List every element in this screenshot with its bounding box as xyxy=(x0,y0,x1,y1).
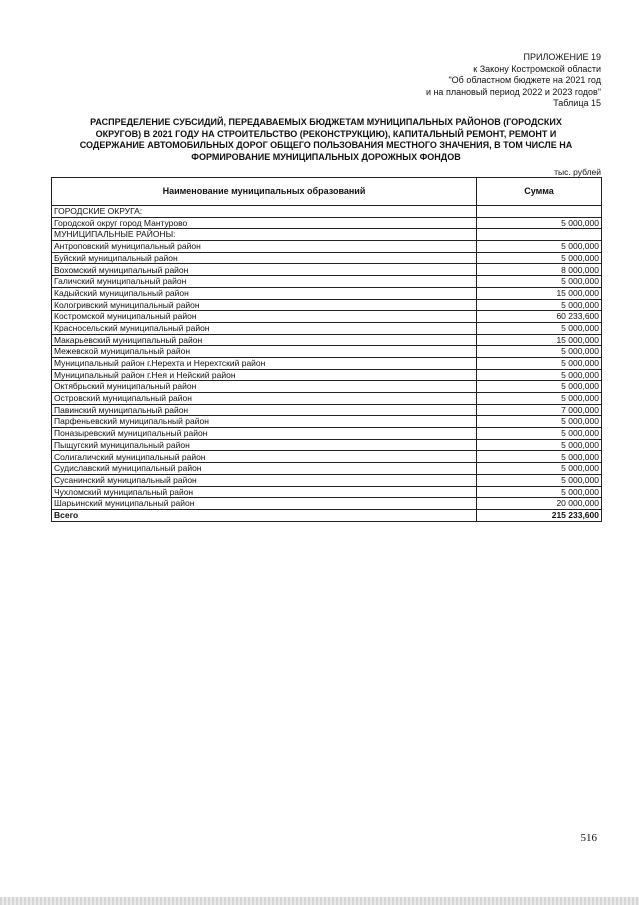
municipality-name: Вохомский муниципальный район xyxy=(52,264,477,276)
appendix-law-ref: к Закону Костромской области xyxy=(473,63,601,74)
table-row xyxy=(52,252,602,264)
municipality-name: Солигаличский муниципальный район xyxy=(52,451,477,463)
subsidy-amount: 5 000,000 xyxy=(477,276,602,288)
units-label: тыс. рублей xyxy=(554,167,601,177)
table-row xyxy=(52,287,602,299)
document-title xyxy=(52,117,600,163)
table-row xyxy=(52,299,602,311)
title-line: СОДЕРЖАНИЕ АВТОМОБИЛЬНЫХ ДОРОГ ОБЩЕГО ПОЛЬЗОВАНИЯ МЕСТНОГО ЗНАЧЕНИЯ, В ТОМ ЧИСЛЕ НА xyxy=(79,140,573,150)
table-row xyxy=(52,451,602,463)
table-body xyxy=(52,206,602,522)
subsidy-amount: 5 000,000 xyxy=(477,322,602,334)
subsidy-amount: 5 000,000 xyxy=(477,416,602,428)
municipality-name: Павинский муниципальный район xyxy=(52,404,477,416)
municipality-name: Октябрьский муниципальный район xyxy=(52,381,477,393)
title-line: РАСПРЕДЕЛЕНИЕ СУБСИДИЙ, ПЕРЕДАВАЕМЫХ БЮДЖЕТАМ МУНИЦИПАЛЬНЫХ РАЙОНОВ (ГОРОДСКИХ xyxy=(90,117,562,127)
table-row xyxy=(52,369,602,381)
subsidy-amount: 15 000,000 xyxy=(477,334,602,346)
municipality-name: Буйский муниципальный район xyxy=(52,252,477,264)
subsidy-amount: 5 000,000 xyxy=(477,474,602,486)
municipality-name: Антроповский муниципальный район xyxy=(52,241,477,253)
subsidy-amount: 5 000,000 xyxy=(477,357,602,369)
municipality-name: Поназыревский муниципальный район xyxy=(52,428,477,440)
subsidy-amount xyxy=(477,229,602,241)
table-row xyxy=(52,264,602,276)
municipality-name: Шарьинский муниципальный район xyxy=(52,498,477,510)
subsidy-amount: 5 000,000 xyxy=(477,369,602,381)
scan-edge xyxy=(0,897,639,905)
subsidy-amount: 5 000,000 xyxy=(477,252,602,264)
table-row xyxy=(52,311,602,323)
municipality-name: Муниципальный район г.Нея и Нейский район xyxy=(52,369,477,381)
table-header-row xyxy=(52,178,602,206)
municipality-name: Сусанинский муниципальный район xyxy=(52,474,477,486)
subsidy-amount: 5 000,000 xyxy=(477,381,602,393)
subsidy-amount: 7 000,000 xyxy=(477,404,602,416)
subsidy-amount: 5 000,000 xyxy=(477,486,602,498)
table-row xyxy=(52,357,602,369)
municipality-name: Кологривский муниципальный район xyxy=(52,299,477,311)
table-row xyxy=(52,381,602,393)
appendix-header xyxy=(426,52,601,110)
municipality-name: Пыщугский муниципальный район xyxy=(52,439,477,451)
table-row xyxy=(52,393,602,405)
municipality-name: Красносельский муниципальный район xyxy=(52,322,477,334)
table-row xyxy=(52,276,602,288)
subsidy-amount: 20 000,000 xyxy=(477,498,602,510)
subsidy-amount: 5 000,000 xyxy=(477,346,602,358)
subsidy-amount: 5 000,000 xyxy=(477,299,602,311)
municipality-name: Кадыйский муниципальный район xyxy=(52,287,477,299)
table-row xyxy=(52,428,602,440)
table-row xyxy=(52,463,602,475)
table-row xyxy=(52,229,602,241)
table-row xyxy=(52,334,602,346)
subsidy-amount xyxy=(477,206,602,218)
appendix-budget-title: "Об областном бюджете на 2021 год xyxy=(448,75,601,85)
table-row xyxy=(52,474,602,486)
subsidy-table xyxy=(51,177,602,522)
municipality-name: МУНИЦИПАЛЬНЫЕ РАЙОНЫ: xyxy=(52,229,477,241)
appendix-period: и на плановый период 2022 и 2023 годов" xyxy=(425,86,601,97)
table-row xyxy=(52,486,602,498)
total-row xyxy=(52,509,602,521)
subsidy-amount: 5 000,000 xyxy=(477,428,602,440)
municipality-name: ГОРОДСКИЕ ОКРУГА: xyxy=(52,206,477,218)
table-row xyxy=(52,217,602,229)
table-row xyxy=(52,322,602,334)
table-row xyxy=(52,416,602,428)
table-number: Таблица 15 xyxy=(553,98,601,108)
table-row xyxy=(52,404,602,416)
subsidy-amount: 8 000,000 xyxy=(477,264,602,276)
title-line: ОКРУГОВ) В 2021 ГОДУ НА СТРОИТЕЛЬСТВО (РЕКОНСТРУКЦИЮ), КАПИТАЛЬНЫЙ РЕМОНТ, РЕМОНТ И xyxy=(95,128,557,139)
title-line: ФОРМИРОВАНИЕ МУНИЦИПАЛЬНЫХ ДОРОЖНЫХ ФОНДОВ xyxy=(191,151,461,162)
municipality-name: Чухломский муниципальный район xyxy=(52,486,477,498)
appendix-number: ПРИЛОЖЕНИЕ 19 xyxy=(523,52,601,62)
municipality-name: Судиславский муниципальный район xyxy=(52,463,477,475)
subsidy-amount: 5 000,000 xyxy=(477,393,602,405)
column-header-name: Наименование муниципальных образований xyxy=(52,178,477,206)
table-row xyxy=(52,206,602,218)
subsidy-amount: 15 000,000 xyxy=(477,287,602,299)
municipality-name: Галичский муниципальный район xyxy=(52,276,477,288)
municipality-name: Макарьевский муниципальный район xyxy=(52,334,477,346)
subsidy-amount: 5 000,000 xyxy=(477,451,602,463)
municipality-name: Костромской муниципальный район xyxy=(52,311,477,323)
table-row xyxy=(52,241,602,253)
table-row xyxy=(52,498,602,510)
subsidy-amount: 5 000,000 xyxy=(477,439,602,451)
total-label: Всего xyxy=(52,509,477,521)
subsidy-amount: 5 000,000 xyxy=(477,217,602,229)
subsidy-amount: 5 000,000 xyxy=(477,241,602,253)
municipality-name: Городской округ город Мантурово xyxy=(52,217,477,229)
municipality-name: Островский муниципальный район xyxy=(52,393,477,405)
subsidy-amount: 60 233,600 xyxy=(477,311,602,323)
page-number: 516 xyxy=(580,832,597,844)
municipality-name: Парфеньевский муниципальный район xyxy=(52,416,477,428)
total-amount: 215 233,600 xyxy=(477,509,602,521)
subsidy-amount: 5 000,000 xyxy=(477,463,602,475)
municipality-name: Межевской муниципальный район xyxy=(52,346,477,358)
municipality-name: Муниципальный район г.Нерехта и Нерехтский район xyxy=(52,357,477,369)
table-row xyxy=(52,346,602,358)
column-header-sum: Сумма xyxy=(477,178,602,206)
table-row xyxy=(52,439,602,451)
